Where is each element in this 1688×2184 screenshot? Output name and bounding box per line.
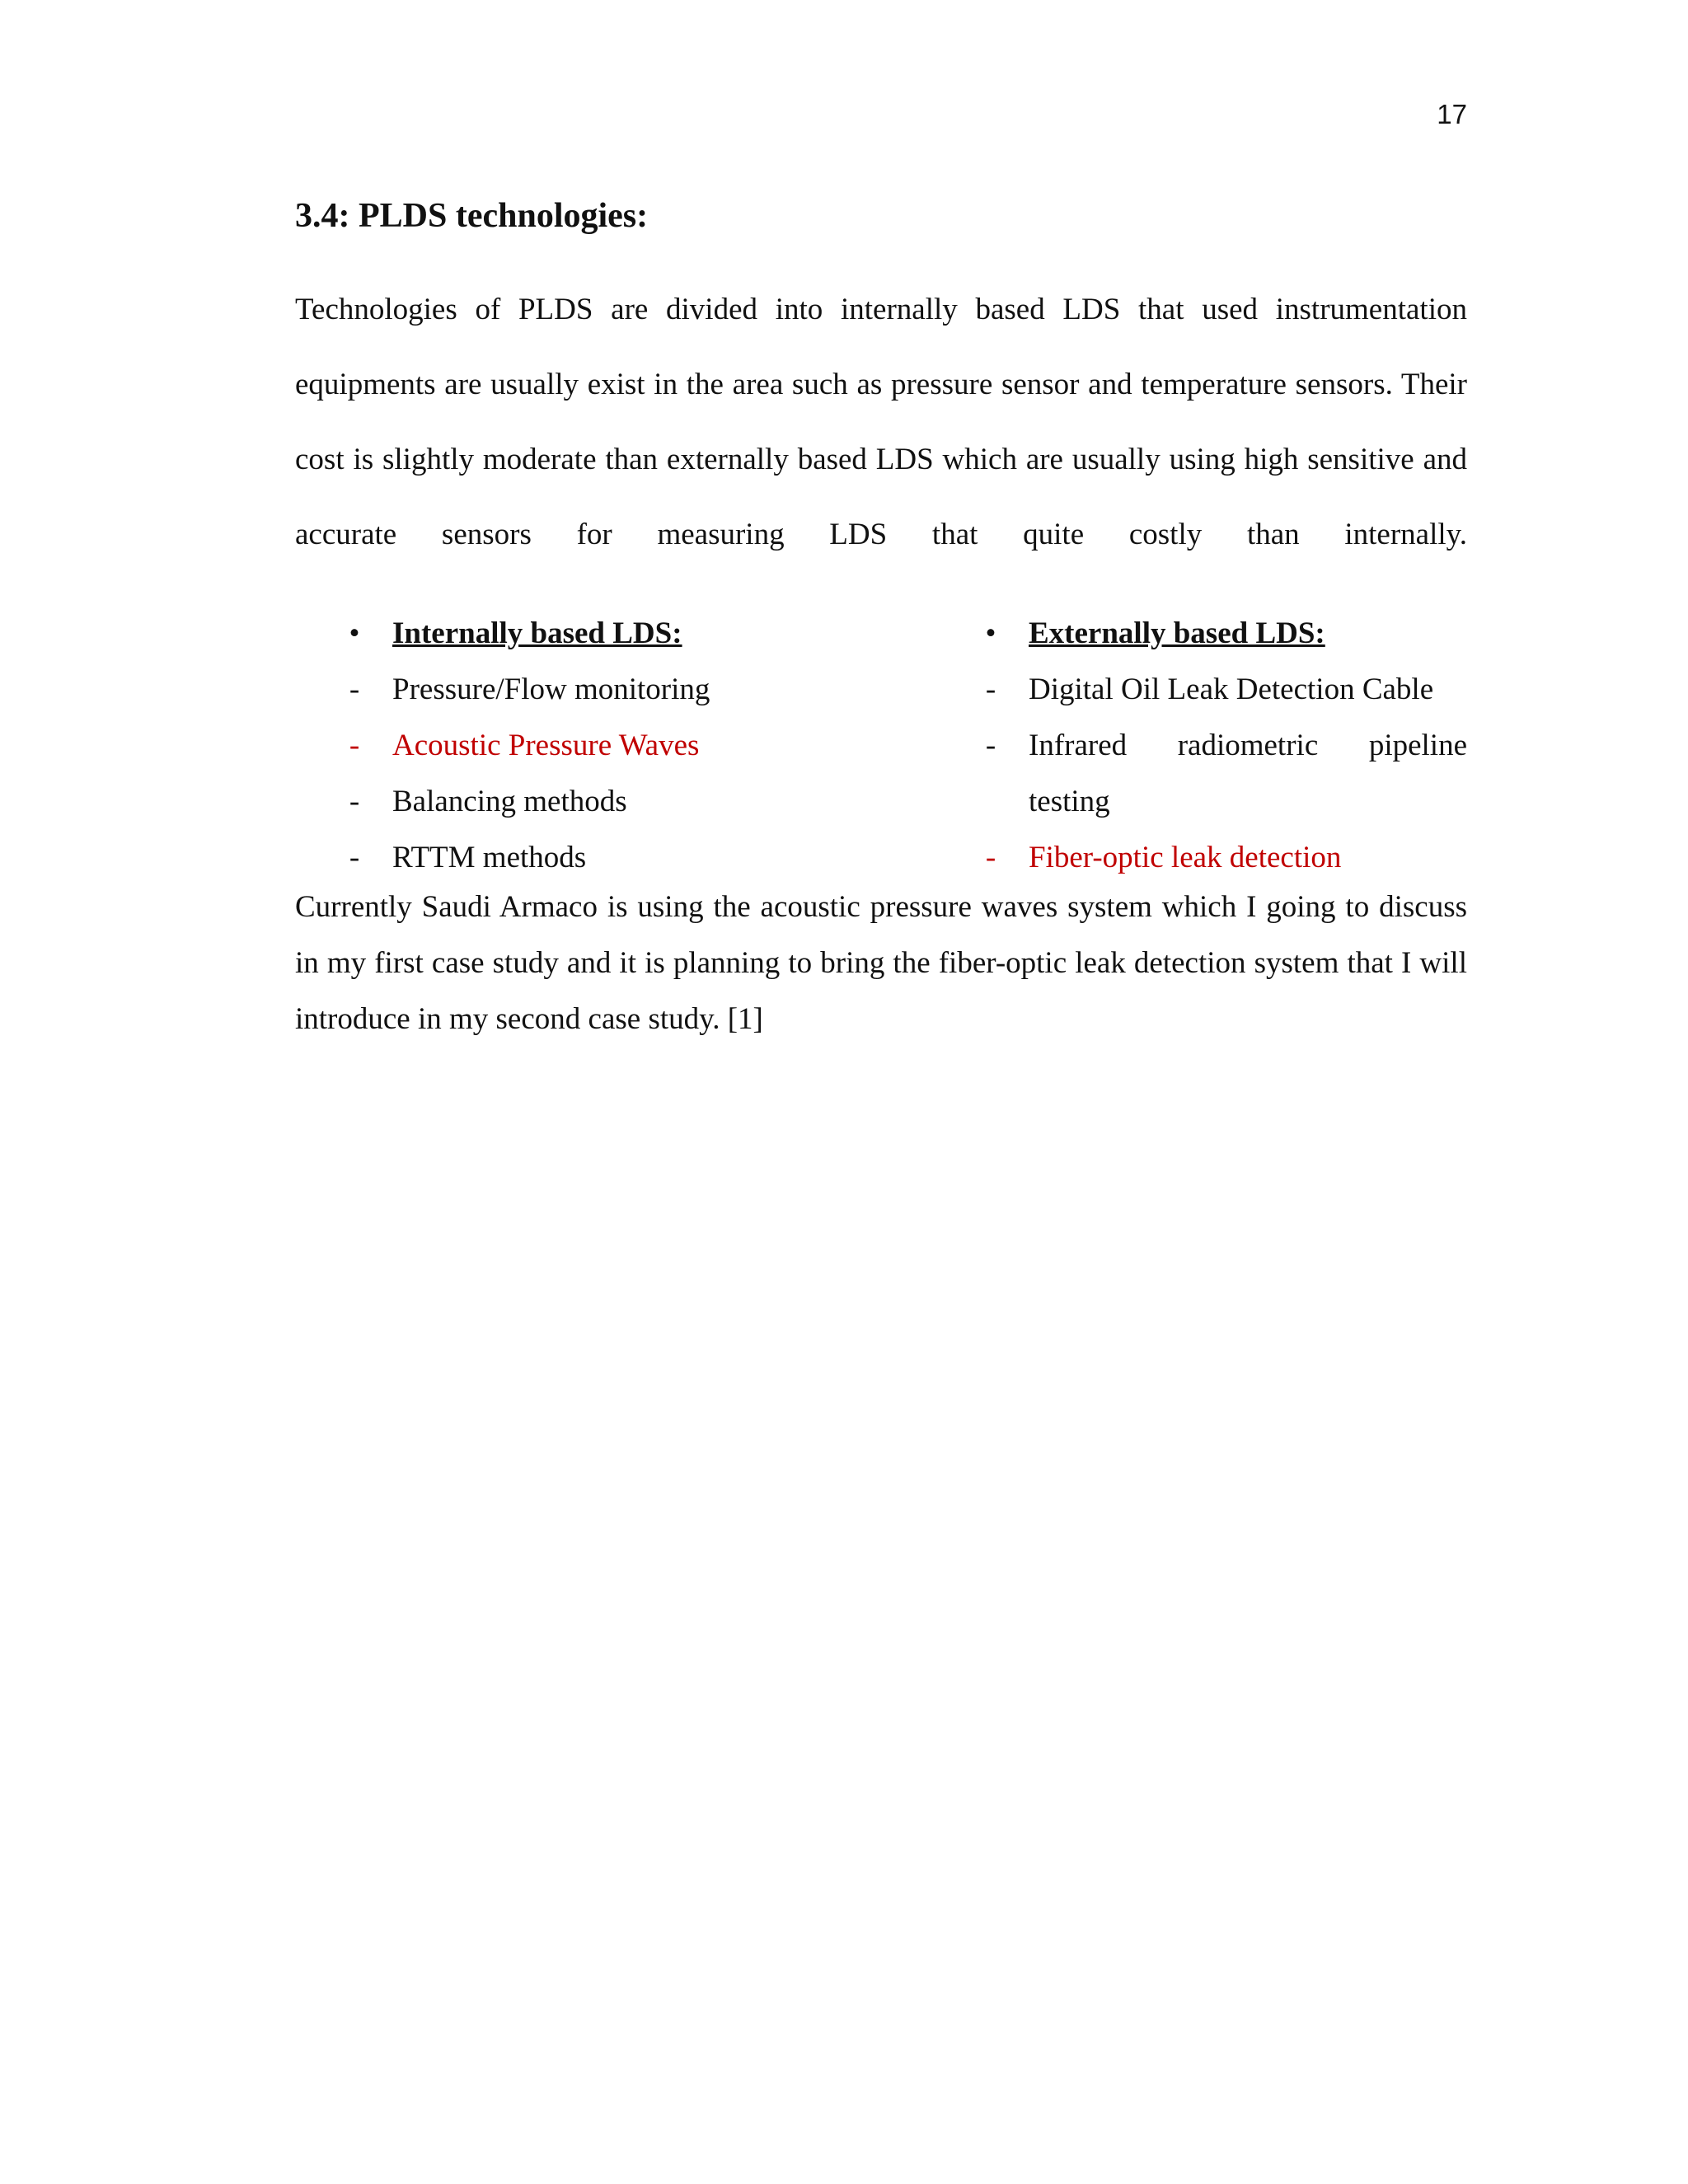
list-item — [295, 718, 872, 774]
dash-marker: - — [985, 729, 996, 762]
dash-marker: - — [349, 729, 360, 762]
bullet-icon: • — [985, 616, 996, 650]
external-list — [931, 606, 1467, 886]
internal-list-title: Internally based LDS: — [392, 616, 682, 650]
internal-list — [295, 606, 872, 886]
dash-marker: - — [349, 673, 360, 706]
list-item — [931, 718, 1467, 774]
bullet-icon: • — [349, 616, 360, 650]
list-item-continuation — [931, 774, 1467, 830]
dash-marker: - — [349, 785, 360, 818]
list-item-text: Pressure/Flow monitoring — [392, 673, 710, 706]
dash-marker: - — [349, 841, 360, 874]
dash-marker: - — [985, 673, 996, 706]
page-number: 17 — [1437, 99, 1467, 129]
list-item-text: RTTM methods — [392, 841, 587, 874]
list-item-text: Fiber-optic leak detection — [1029, 841, 1342, 874]
list-item — [295, 774, 872, 830]
list-item-text: testing — [1029, 785, 1110, 818]
external-list-header — [931, 606, 1467, 662]
intro-paragraph: Technologies of PLDS are divided into internally based LDS that used instrumentation equipments are usually exist in the area such as pressure sensor and temperature sensors. Their cost is slightly moderate than externally based LDS which are usually using high sensitive and accurate sensors for measuring LDS that quite costly than internally. — [295, 293, 1467, 551]
list-item — [931, 830, 1467, 886]
list-item-text: Balancing methods — [392, 785, 627, 818]
list-item — [295, 662, 872, 718]
external-list-title: Externally based LDS: — [1029, 616, 1325, 650]
section-heading: 3.4: PLDS technologies: — [295, 197, 649, 235]
closing-paragraph: Currently Saudi Armaco is using the acoustic pressure waves system which I going to discuss in my first case study and it is planning to bring the fiber-optic leak detection system that I will introduce in my second case study. [1] — [295, 890, 1467, 1036]
list-item-text: Infrared radiometric pipeline — [1029, 729, 1467, 762]
dash-marker: - — [985, 841, 996, 874]
list-item-text: Digital Oil Leak Detection Cable — [1029, 673, 1434, 706]
list-item-text: Acoustic Pressure Waves — [392, 729, 700, 762]
list-item — [931, 662, 1467, 718]
internal-list-header — [295, 606, 872, 662]
list-item — [295, 830, 872, 886]
